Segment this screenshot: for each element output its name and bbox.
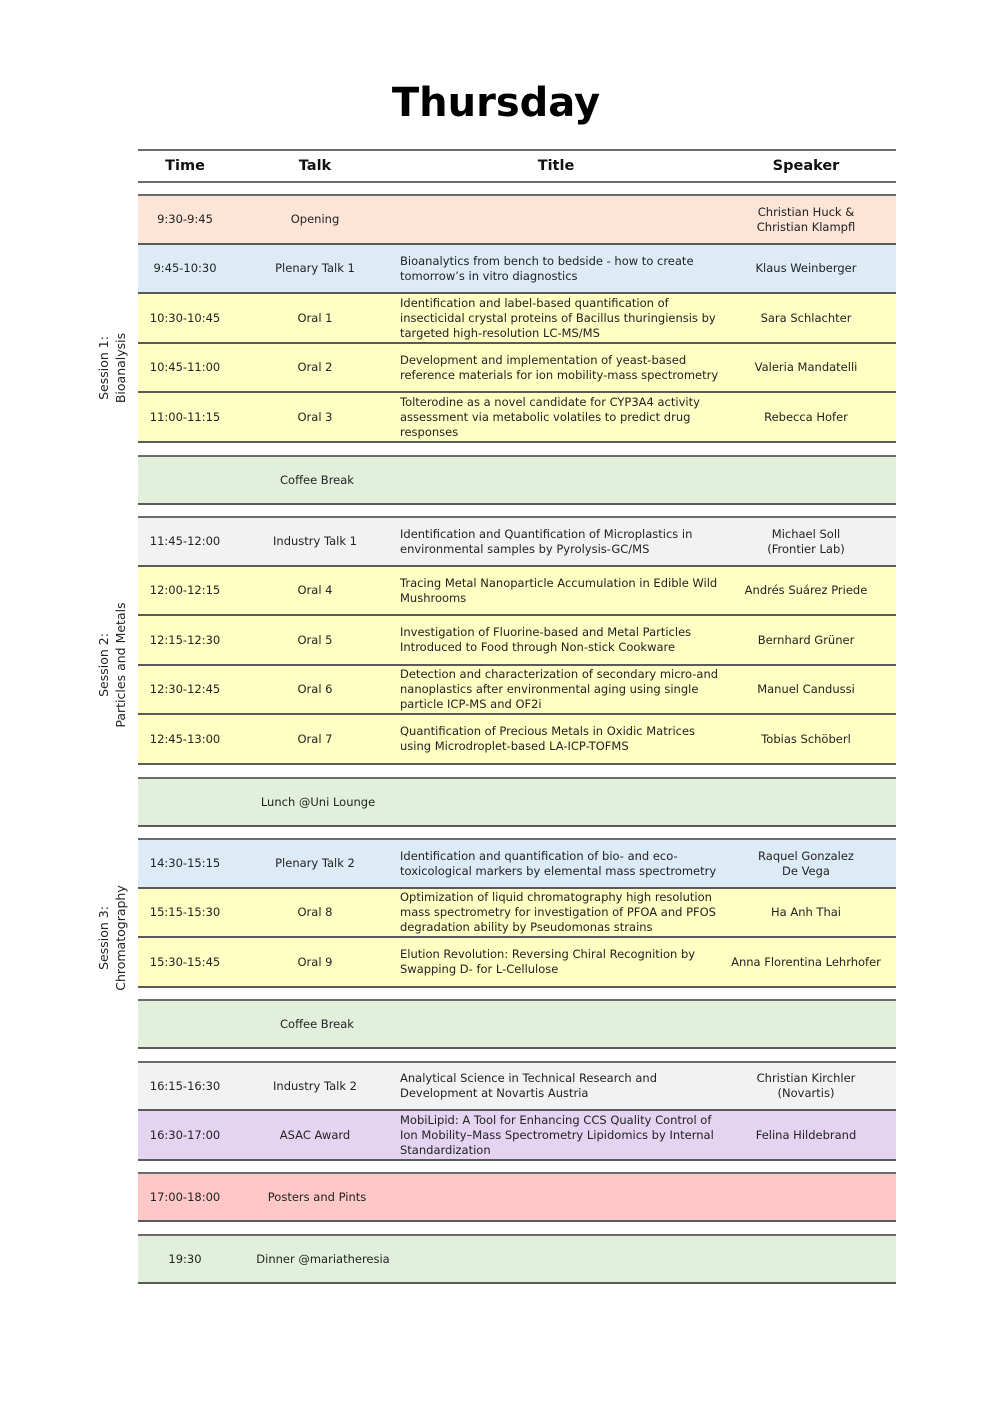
row-speaker: Christian Huck & Christian Klampfl [756,204,856,234]
row-title: Tracing Metal Nanoparticle Accumulation in Edible Wild Mushrooms [400,575,718,605]
row-time: 17:00-18:00 [149,1189,221,1204]
row-speaker: Christian Kirchler (Novartis) [756,1071,856,1100]
table-row [138,938,896,988]
break-row [138,999,896,1049]
table-row [138,1061,896,1111]
session-name: Particles and Metals [113,602,128,728]
row-talk: Oral 8 [297,905,333,919]
row-speaker: Michael Soll (Frontier Lab) [767,526,845,556]
page-title: Thursday [391,80,601,126]
table-row [138,194,896,245]
session-number: Session 3: [96,906,111,970]
row-talk: Oral 2 [297,360,333,374]
session-number: Session 2: [96,633,111,697]
column-header-title: Title [537,158,575,174]
break-label: Coffee Break [280,472,354,487]
row-title: Detection and characterization of secondary micro-and nanoplastics after environmental aging using single particle ICP-MS and OF2i [400,667,719,711]
row-speaker: Anna Florentina Lehrhofer [731,954,881,969]
session-number: Session 1: [96,336,111,400]
row-talk: Industry Talk 1 [273,534,357,548]
row-title: Investigation of Fluorine-based and Metal Particles Introduced to Food through Non-stick Cookware [400,625,692,654]
column-header-speaker: Speaker [772,158,840,174]
row-title: Identification and label-based quantification of insecticidal crystal proteins of Bacillus thuringiensis by targeted high-resolution LC-MS/MS [400,295,716,340]
table-row [138,245,896,294]
row-time: 15:15-15:30 [149,905,221,919]
row-time: 12:15-12:30 [149,632,221,647]
row-speaker: Andrés Suárez Priede [744,583,868,597]
row-title: Quantification of Precious Metals in Oxidic Matrices using Microdroplet-based LA-ICP-TOFMS [400,724,696,753]
session-name: Chromatography [113,885,128,991]
row-title: Elution Revolution: Reversing Chiral Recognition by Swapping D- for L-Cellulose [400,947,696,976]
row-speaker: Ha Anh Thai [770,905,841,919]
row-time: 11:00-11:15 [149,409,221,424]
table-header [138,151,896,182]
column-header-time: Time [165,158,205,174]
session-label-1 [95,293,131,443]
table-row [138,393,896,443]
row-title: Identification and quantification of bio- and eco-toxicological markers by elemental mass spectrometry [400,848,717,878]
row-title: Analytical Science in Technical Research and Development at Novartis Austria [400,1071,658,1100]
row-time: 15:30-15:45 [149,954,221,969]
row-time: 14:30-15:15 [149,856,221,870]
row-talk: ASAC Award [279,1127,351,1142]
row-talk: Oral 4 [297,583,333,597]
row-speaker: Rebecca Hofer [764,409,848,424]
table-row [138,567,896,616]
row-speaker: Sara Schlachter [760,310,852,325]
row-time [138,457,232,503]
row-time: 10:30-10:45 [149,310,221,325]
row-talk: Industry Talk 2 [273,1078,357,1093]
session-label-2 [95,590,131,740]
row-talk: Plenary Talk 1 [275,261,355,275]
row-time: 12:00-12:15 [149,583,221,597]
table-row [138,715,896,765]
table-row [138,294,896,344]
row-time: 16:15-16:30 [149,1078,221,1093]
table-row [138,344,896,393]
break-row [138,455,896,505]
row-title: Tolterodine as a novel candidate for CYP3A4 activity assessment via metabolic volatiles to predict drug responses [400,394,700,439]
event-label: Posters and Pints [267,1189,367,1204]
row-time: 12:30-12:45 [149,682,221,696]
row-speaker: Klaus Weinberger [755,261,857,275]
table-row [138,838,896,889]
row-title: Optimization of liquid chromatography high resolution mass spectrometry for investigation of PFOA and PFOS degradation ability by Pseudomonas strains [400,890,716,934]
column-header-talk: Talk [298,158,332,174]
row-talk: Oral 6 [297,682,333,696]
table-row [138,616,896,666]
table-row [138,1111,896,1161]
row-speaker: Valeria Mandatelli [754,360,858,374]
row-title: Identification and Quantification of Microplastics in environmental samples by Pyrolysis-GC/MS [400,526,693,556]
row-time: 11:45-12:00 [149,534,221,548]
session-label-3 [95,863,131,1013]
session-name: Bioanalysis [113,332,128,404]
row-talk: Oral 7 [297,731,333,746]
row-talk: Opening [290,212,340,226]
row-time: 16:30-17:00 [149,1127,221,1142]
row-talk: Oral 9 [297,954,333,969]
table-row [138,516,896,567]
event-label: Dinner @mariatheresia [256,1251,390,1266]
row-speaker: Tobias Schöberl [761,731,851,746]
row-speaker: Manuel Candussi [757,682,855,696]
dinner-row [138,1234,896,1284]
table-row [138,889,896,938]
break-label: Lunch @Uni Lounge [260,794,376,809]
row-title: Bioanalytics from bench to bedside - how to create tomorrow’s in vitro diagnostics [400,253,694,283]
row-speaker: Raquel Gonzalez De Vega [758,848,854,878]
table-row [138,666,896,715]
row-time [138,1001,232,1047]
row-speaker: Felina Hildebrand [755,1127,857,1142]
row-talk: Plenary Talk 2 [275,856,355,870]
row-time: 10:45-11:00 [149,360,221,374]
header-bottom-rule [138,181,896,183]
row-time [138,779,232,825]
row-time: 9:45-10:30 [153,261,217,275]
row-time: 12:45-13:00 [149,731,221,746]
row-talk: Oral 1 [297,310,333,325]
posters-row [138,1172,896,1222]
row-time: 19:30 [168,1251,202,1266]
row-title: MobiLipid: A Tool for Enhancing CCS Quality Control of Ion Mobility–Mass Spectrometry Lipidomics by Internal Standardization [400,1112,714,1157]
break-label: Coffee Break [280,1016,354,1031]
row-talk: Oral 5 [297,632,333,647]
row-speaker: Bernhard Grüner [757,632,855,647]
row-talk: Oral 3 [297,409,333,424]
row-title [400,196,725,243]
row-time: 9:30-9:45 [157,212,213,226]
row-title: Development and implementation of yeast-based reference materials for ion mobility-mass spectrometry [400,352,719,382]
break-row [138,777,896,827]
